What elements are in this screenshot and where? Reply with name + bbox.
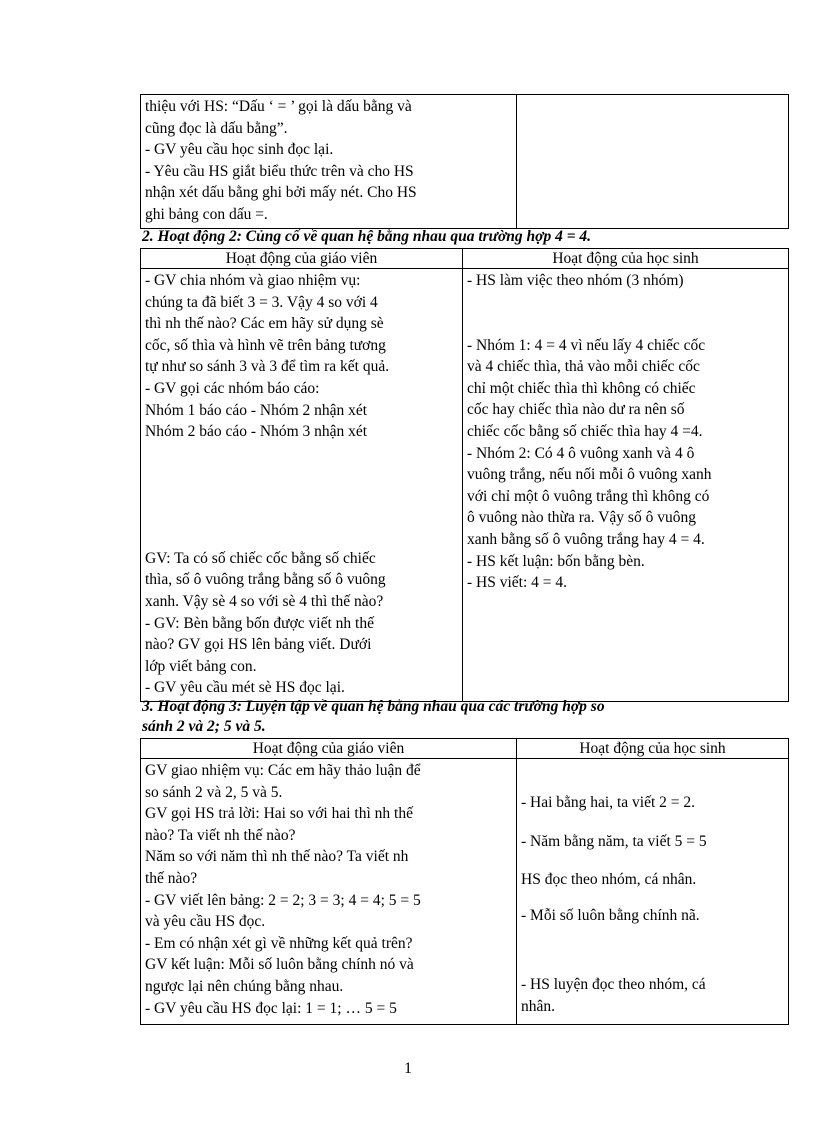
text-line: Nhóm 2 báo cáo - Nhóm 3 nhận xét xyxy=(145,423,368,441)
text-line: - GV yêu cầu mét sè HS đọc lại. xyxy=(145,679,345,697)
text-line: cốc hay chiếc thìa nào dư ra nên số xyxy=(467,401,685,419)
text-line: so sánh 2 và 2, 5 và 5. xyxy=(145,783,283,801)
text-line: - GV yêu cầu học sinh đọc lại. xyxy=(145,141,334,159)
section-3-heading-line-2: sánh 2 và 2; 5 và 5. xyxy=(142,718,266,735)
text-line: - Năm bằng năm, ta viết 5 = 5 xyxy=(521,832,707,850)
table-continuation xyxy=(140,94,788,229)
table-activity-2 xyxy=(140,248,788,702)
text-line: vuông trắng, nếu nối mỗi ô vuông xanh xyxy=(467,466,712,484)
text-line: - GV gọi các nhóm báo cáo: xyxy=(145,379,320,397)
text-line: Nhóm 1 báo cáo - Nhóm 2 nhận xét xyxy=(145,401,368,419)
text-line: và 4 chiếc thìa, thả vào mỗi chiếc cốc xyxy=(467,358,700,376)
teacher-cell xyxy=(141,759,517,1025)
text-line: - HS làm việc theo nhóm (3 nhóm) xyxy=(467,272,684,289)
text-line: lớp viết bảng con. xyxy=(145,657,257,675)
text-line: GV kết luận: Mỗi số luôn bằng chính nó và xyxy=(145,956,414,974)
teacher-cell xyxy=(141,269,463,702)
text-line: cũng đọc là dấu bằng”. xyxy=(145,119,288,137)
text-line: chiếc cốc bằng số chiếc thìa hay 4 =4. xyxy=(467,422,703,440)
text-line: chúng ta đã biết 3 = 3. Vậy 4 so với 4 xyxy=(145,293,378,311)
text-line: thì nh thế nào? Các em hãy sử dụng sè xyxy=(145,315,384,333)
text-line: - HS luyện đọc theo nhóm, cá xyxy=(521,976,706,994)
header-teacher: Hoạt động của giáo viên xyxy=(141,249,463,269)
student-cell xyxy=(463,269,789,702)
teacher-cell xyxy=(141,95,517,229)
text-line: tự như so sánh 3 và 3 để tìm ra kết quả. xyxy=(145,358,390,376)
table-activity-3 xyxy=(140,738,788,1025)
header-student: Hoạt động của học sinh xyxy=(517,739,789,759)
text-line: - GV yêu cầu HS đọc lại: 1 = 1; … 5 = 5 xyxy=(145,999,397,1017)
text-line: nhận xét dấu bằng ghi bởi mấy nét. Cho HS xyxy=(145,184,417,202)
text-line: chỉ một chiếc thìa thì không có chiếc xyxy=(467,379,696,397)
text-line: - GV chia nhóm và giao nhiệm vụ: xyxy=(145,272,361,289)
text-line: - Mỗi số luôn bằng chính nã. xyxy=(521,906,700,924)
text-line: - Em có nhận xét gì về những kết quả trên? xyxy=(145,934,413,952)
text-line: thiệu với HS: “Dấu ‘ = ’ gọi là dấu bằng và xyxy=(145,98,412,115)
text-line: - GV: Bèn bằng bốn được viết nh thế xyxy=(145,614,374,632)
text-line: HS đọc theo nhóm, cá nhân. xyxy=(521,871,697,889)
text-line: với chỉ một ô vuông trắng thì không có xyxy=(467,487,710,505)
text-line: xanh. Vậy sè 4 so với sè 4 thì thế nào? xyxy=(145,592,384,610)
student-cell xyxy=(517,759,789,1025)
student-cell xyxy=(517,95,789,229)
text-line: GV gọi HS trả lời: Hai so với hai thì nh thế xyxy=(145,805,413,823)
text-line: thìa, số ô vuông trắng bằng số ô vuông xyxy=(145,571,386,589)
text-line: - HS viết: 4 = 4. xyxy=(467,574,568,592)
text-line: ngược lại nên chúng bằng nhau. xyxy=(145,977,344,995)
text-line: - Yêu cầu HS giắt biểu thức trên và cho HS xyxy=(145,162,414,180)
text-line: - Nhóm 1: 4 = 4 vì nếu lấy 4 chiếc cốc xyxy=(467,336,706,354)
section-2-heading: 2. Hoạt động 2: Củng cố về quan hệ bằng nhau qua trường hợp 4 = 4. xyxy=(142,228,592,245)
text-line: và yêu cầu HS đọc. xyxy=(145,913,266,931)
text-line: nhân. xyxy=(521,997,556,1015)
text-line: ghi bảng con dấu =. xyxy=(145,205,268,223)
text-line: ô vuông nào thừa ra. Vậy số ô vuông xyxy=(467,509,696,527)
text-line: GV giao nhiệm vụ: Các em hãy thảo luận để xyxy=(145,762,421,779)
page-number: 1 xyxy=(404,1060,412,1077)
text-line: - HS kết luận: bốn bằng bèn. xyxy=(467,552,645,570)
text-line: GV: Ta có số chiếc cốc bằng số chiếc xyxy=(145,549,376,567)
header-student: Hoạt động của học sinh xyxy=(463,249,789,269)
header-teacher: Hoạt động của giáo viên xyxy=(141,739,517,759)
text-line: thế nào? xyxy=(145,869,198,887)
text-line: nào? GV gọi HS lên bảng viết. Dưới xyxy=(145,636,372,654)
text-line: - Nhóm 2: Có 4 ô vuông xanh và 4 ô xyxy=(467,444,695,462)
text-line: cốc, số thìa và hình vẽ trên bảng tương xyxy=(145,336,386,354)
text-line: - Hai bằng hai, ta viết 2 = 2. xyxy=(521,794,696,811)
text-line: nào? Ta viết nh thế nào? xyxy=(145,826,296,844)
text-line: - GV viết lên bảng: 2 = 2; 3 = 3; 4 = 4; 5 = 5 xyxy=(145,891,421,909)
section-3-heading-line-1: 3. Hoạt động 3: Luyện tập về quan hệ bằng nhau qua các trường hợp so xyxy=(142,698,605,715)
text-line: xanh bằng số ô vuông trắng hay 4 = 4. xyxy=(467,530,705,548)
text-line: Năm so với năm thì nh thế nào? Ta viết nh xyxy=(145,848,409,866)
